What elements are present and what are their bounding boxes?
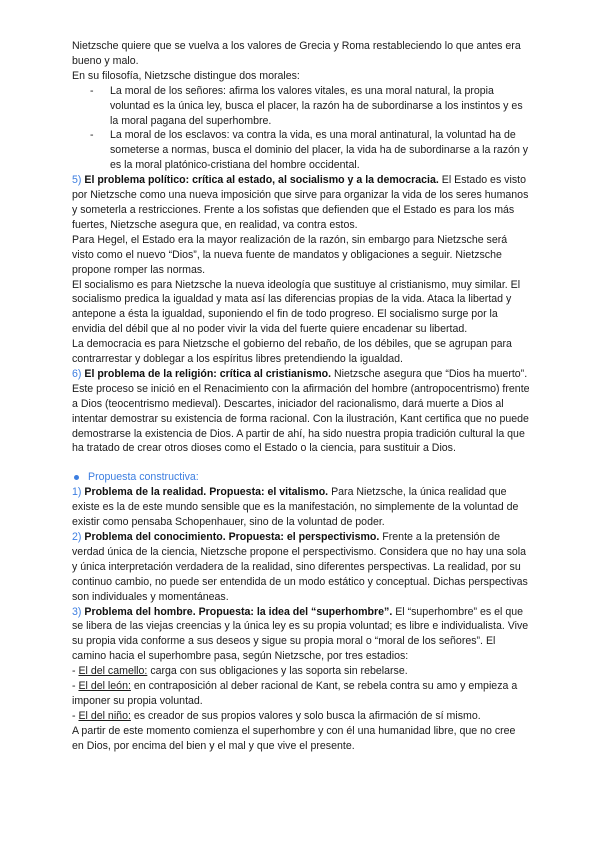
estadio-leon bbox=[72, 679, 530, 709]
section-6-paragraph bbox=[72, 367, 530, 456]
estadio-text: carga con sus obligaciones y las soporta sin rebelarse. bbox=[147, 665, 408, 678]
propuesta-heading bbox=[72, 470, 530, 485]
estadio-text: en contraposición al deber racional de Kant, se rebela contra su amo y empieza a imponer su propia voluntad. bbox=[72, 680, 518, 707]
paragraph-dos-morales: En su filosofía, Nietzsche distingue dos morales: bbox=[72, 69, 300, 82]
estadio-nino bbox=[72, 709, 530, 724]
dash-marker: - bbox=[90, 129, 94, 142]
section-title: Problema de la realidad. Propuesta: el vitalismo. bbox=[84, 486, 329, 499]
morales-list bbox=[72, 84, 530, 173]
spacer bbox=[72, 456, 530, 470]
estadio-label: El del león: bbox=[78, 680, 131, 693]
estadio-label: El del camello: bbox=[78, 665, 148, 678]
section-number: 5) bbox=[72, 174, 82, 187]
section-number: 1) bbox=[72, 486, 82, 499]
list-item-text: La moral de los señores: afirma los valores vitales, es una moral natural, la propia voluntad es la única ley, busca el placer, la razón ha de subordinarse a los instintos y es la moral pagana del superhombre. bbox=[110, 84, 523, 127]
propuesta-1-paragraph bbox=[72, 485, 530, 530]
paragraph-final: A partir de este momento comienza el superhombre y con él una humanidad libre, que no cree en Dios, por encima del bien y el mal y que vive el presente. bbox=[72, 724, 516, 752]
section-text: El “superhombre” es el que se libera de las viejas creencias y la única ley es su propia voluntad; es libre e individualista. Vive su propia vida conforme a sus deseos y sigue su propia moral o “moral de los señores”. El camino hacia el superhombre pasa, según Nietzsche, por tres estadios: bbox=[72, 605, 529, 663]
paragraph-grecia-roma: Nietzsche quiere que se vuelva a los valores de Grecia y Roma restableciendo lo que antes era bueno y malo. bbox=[72, 40, 521, 67]
estadio-text: es creador de sus propios valores y solo busca la afirmación de sí mismo. bbox=[130, 709, 481, 722]
section-title: El problema político: crítica al estado, al socialismo y a la democracia. bbox=[84, 174, 439, 187]
paragraph-democracia: La democracia es para Nietzsche el gobierno del rebaño, de los débiles, que se agrupan para contrarrestar y doblegar a los espíritus libres pretendiendo la igualdad. bbox=[72, 338, 512, 366]
estadio-prefix: - bbox=[72, 665, 79, 678]
section-title: Problema del hombre. Propuesta: la idea del “superhombre”. bbox=[84, 605, 393, 618]
section-text: Nietzsche asegura que “Dios ha muerto”. Este proceso se inició en el Renacimiento con la afirmación del hombre (antropocentrismo) frente a Dios (teocentrismo medieval). Descartes, iniciador del racionalismo, dará muerte a Dios al intentar demostrar su existencia de forma racional. Con la ilustración, Kant certifica que no puede demostrarse la existencia de Dios. A partir de ahí, ha sido nuestra propia tradición cultural la que ha tratado de crear otros dioses como el Estado o la ciencia, para sustituir a Dios. bbox=[72, 367, 530, 455]
section-text: Frente a la pretensión de verdad única de la ciencia, Nietzsche propone el perspectivismo. Considera que no hay una sola y única interpretación verdadera de la realidad, sino diferentes perspectivas. La realidad, por su continuo cambio, no puede ser entendida de un modo estático y conceptual. Dichas perspectivas son individuales y momentáneas. bbox=[72, 531, 528, 603]
section-5-paragraph bbox=[72, 173, 530, 233]
dash-marker: - bbox=[90, 84, 94, 97]
section-text: Para Nietzsche, la única realidad que existe es la de este mundo sensible que es la manifestación, no simplemente de la voluntad de existir como pensaba Schopenhauer, sino de la voluntad de poder. bbox=[72, 486, 519, 529]
estadio-label: El del niño: bbox=[78, 709, 131, 722]
bullet-dot-icon bbox=[74, 475, 79, 480]
propuesta-3-paragraph bbox=[72, 605, 530, 665]
propuesta-heading-text: Propuesta constructiva: bbox=[88, 471, 199, 484]
propuesta-2-paragraph bbox=[72, 530, 530, 605]
estadio-prefix: - bbox=[72, 680, 79, 693]
section-title: El problema de la religión: crítica al cristianismo. bbox=[84, 367, 332, 380]
paragraph-hegel: Para Hegel, el Estado era la mayor realización de la razón, sin embargo para Nietzsche será visto como el nuevo “Dios”, la nueva fuente de mandatos y obligaciones a seguir. Nietzsche propone romper las normas. bbox=[72, 233, 508, 276]
section-number: 2) bbox=[72, 531, 82, 543]
section-number: 3) bbox=[72, 605, 82, 618]
section-number: 6) bbox=[72, 367, 82, 380]
section-title: Problema del conocimiento. Propuesta: el perspectivismo. bbox=[84, 531, 380, 543]
list-item bbox=[72, 128, 530, 173]
section-text: El Estado es visto por Nietzsche como una nueva imposición que sirve para organizar la vida de los seres humanos y someterla a restricciones. Frente a los sofistas que defienden que el Estado es para los más fuertes, Nietzsche asegura que, en realidad, va contra estos. bbox=[72, 174, 529, 231]
list-item-text: La moral de los esclavos: va contra la vida, es una moral antinatural, la voluntad ha de someterse a normas, busca el dominio del placer, la vida ha de subordinarse a la razón y es la moral platónico-cristiana del hombre occidental. bbox=[110, 129, 529, 172]
estadio-prefix: - bbox=[72, 709, 79, 722]
paragraph-socialismo: El socialismo es para Nietzsche la nueva ideología que sustituye al cristianismo, muy similar. El socialismo predica la igualdad y mata así las diferencias propias de la vida. Ataca la libertad y antepone a ésta la igualdad, suponiendo el fin de todo progreso. El socialismo surge por la envidia del débil que al no poder vivir la vida del fuerte quiere encadenar su libertad. bbox=[72, 278, 521, 336]
list-item bbox=[72, 84, 530, 129]
estadio-camello bbox=[72, 664, 530, 679]
